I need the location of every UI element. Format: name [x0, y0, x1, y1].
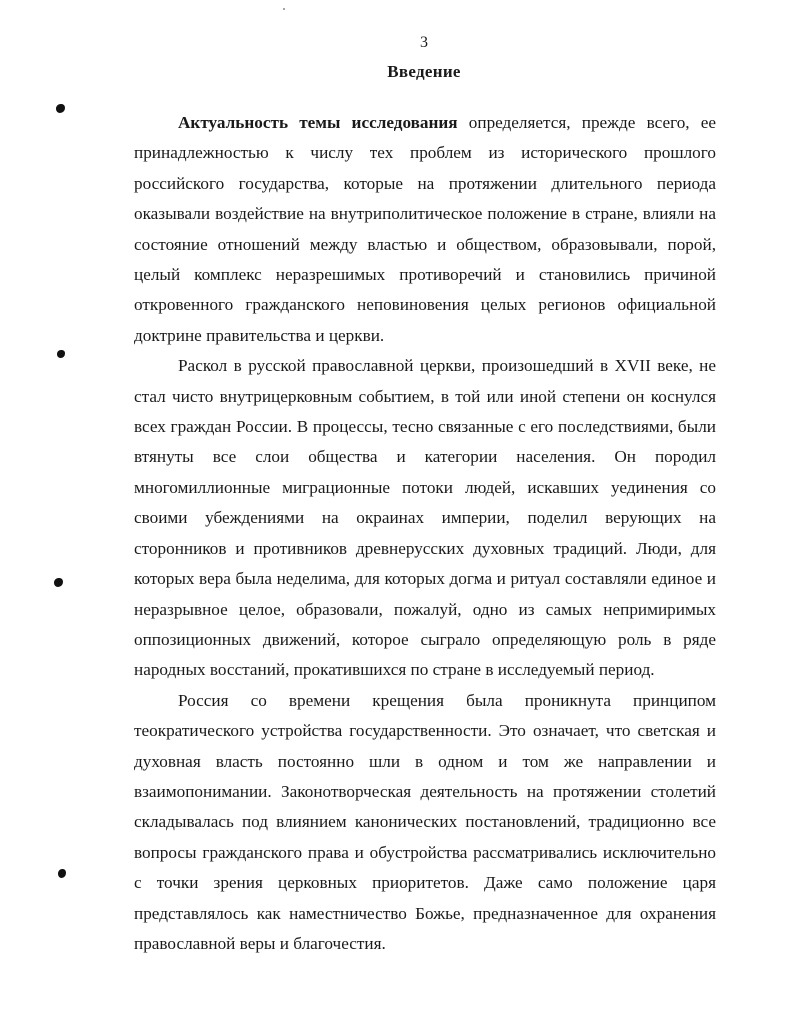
- binding-hole-mark: [54, 578, 63, 587]
- scan-speck: [283, 8, 285, 10]
- body-text: [134, 108, 716, 959]
- paragraph-text: определяется, прежде всего, ее принадлежностью к числу тех проблем из исторического прошлого российского государства, которые на протяжении длительного периода оказывали воздействие на внутриполитическое положение в стране, влияли на состояние отношений между властью и обществом, образовывали, порой, целый комплекс неразрешимых противоречий и становились причиной откровенного гражданского неповиновения целых регионов официальной доктрине правительства и церкви.: [134, 113, 716, 345]
- page-number: 3: [420, 34, 428, 51]
- paragraph: [134, 108, 716, 351]
- paragraph: [134, 351, 716, 685]
- paragraph-text: Раскол в русской православной церкви, произошедший в XVII веке, не стал чисто внутрицерковным событием, в той или иной степени он коснулся всех граждан России. В процессы, тесно связанные с его последствиями, были втянуты все слои общества и категории населения. Он породил многомиллионные миграционные потоки людей, искавших уединения со своими убеждениями на окраинах империи, поделил верующих на сторонников и противников древнерусских духовных традиций. Люди, для которых вера была неделима, для которых догма и ритуал составляли единое и неразрывное целое, образовали, пожалуй, одно из самых непримиримых оппозиционных движений, которое сыграло определяющую роль в ряде народных восстаний, прокатившихся по стране в исследуемый период.: [134, 356, 716, 680]
- binding-hole-mark: [56, 104, 65, 113]
- binding-hole-mark: [58, 869, 66, 878]
- binding-hole-mark: [57, 350, 65, 358]
- page-title: Введение: [387, 62, 461, 81]
- paragraph: [134, 686, 716, 960]
- paragraph-lead: Актуальность темы исследования: [178, 113, 458, 132]
- paragraph-text: Россия со времени крещения была проникнута принципом теократического устройства государственности. Это означает, что светская и духовная власть постоянно шли в одном и том же направлении и взаимопонимании. Законотворческая деятельность на протяжении столетий складывалась под влиянием канонических постановлений, традиционно все вопросы гражданского права и обустройства рассматривались исключительно с точки зрения церковных приоритетов. Даже само положение царя представлялось как наместничество Божье, предназначенное для охранения православной веры и благочестия.: [134, 690, 716, 953]
